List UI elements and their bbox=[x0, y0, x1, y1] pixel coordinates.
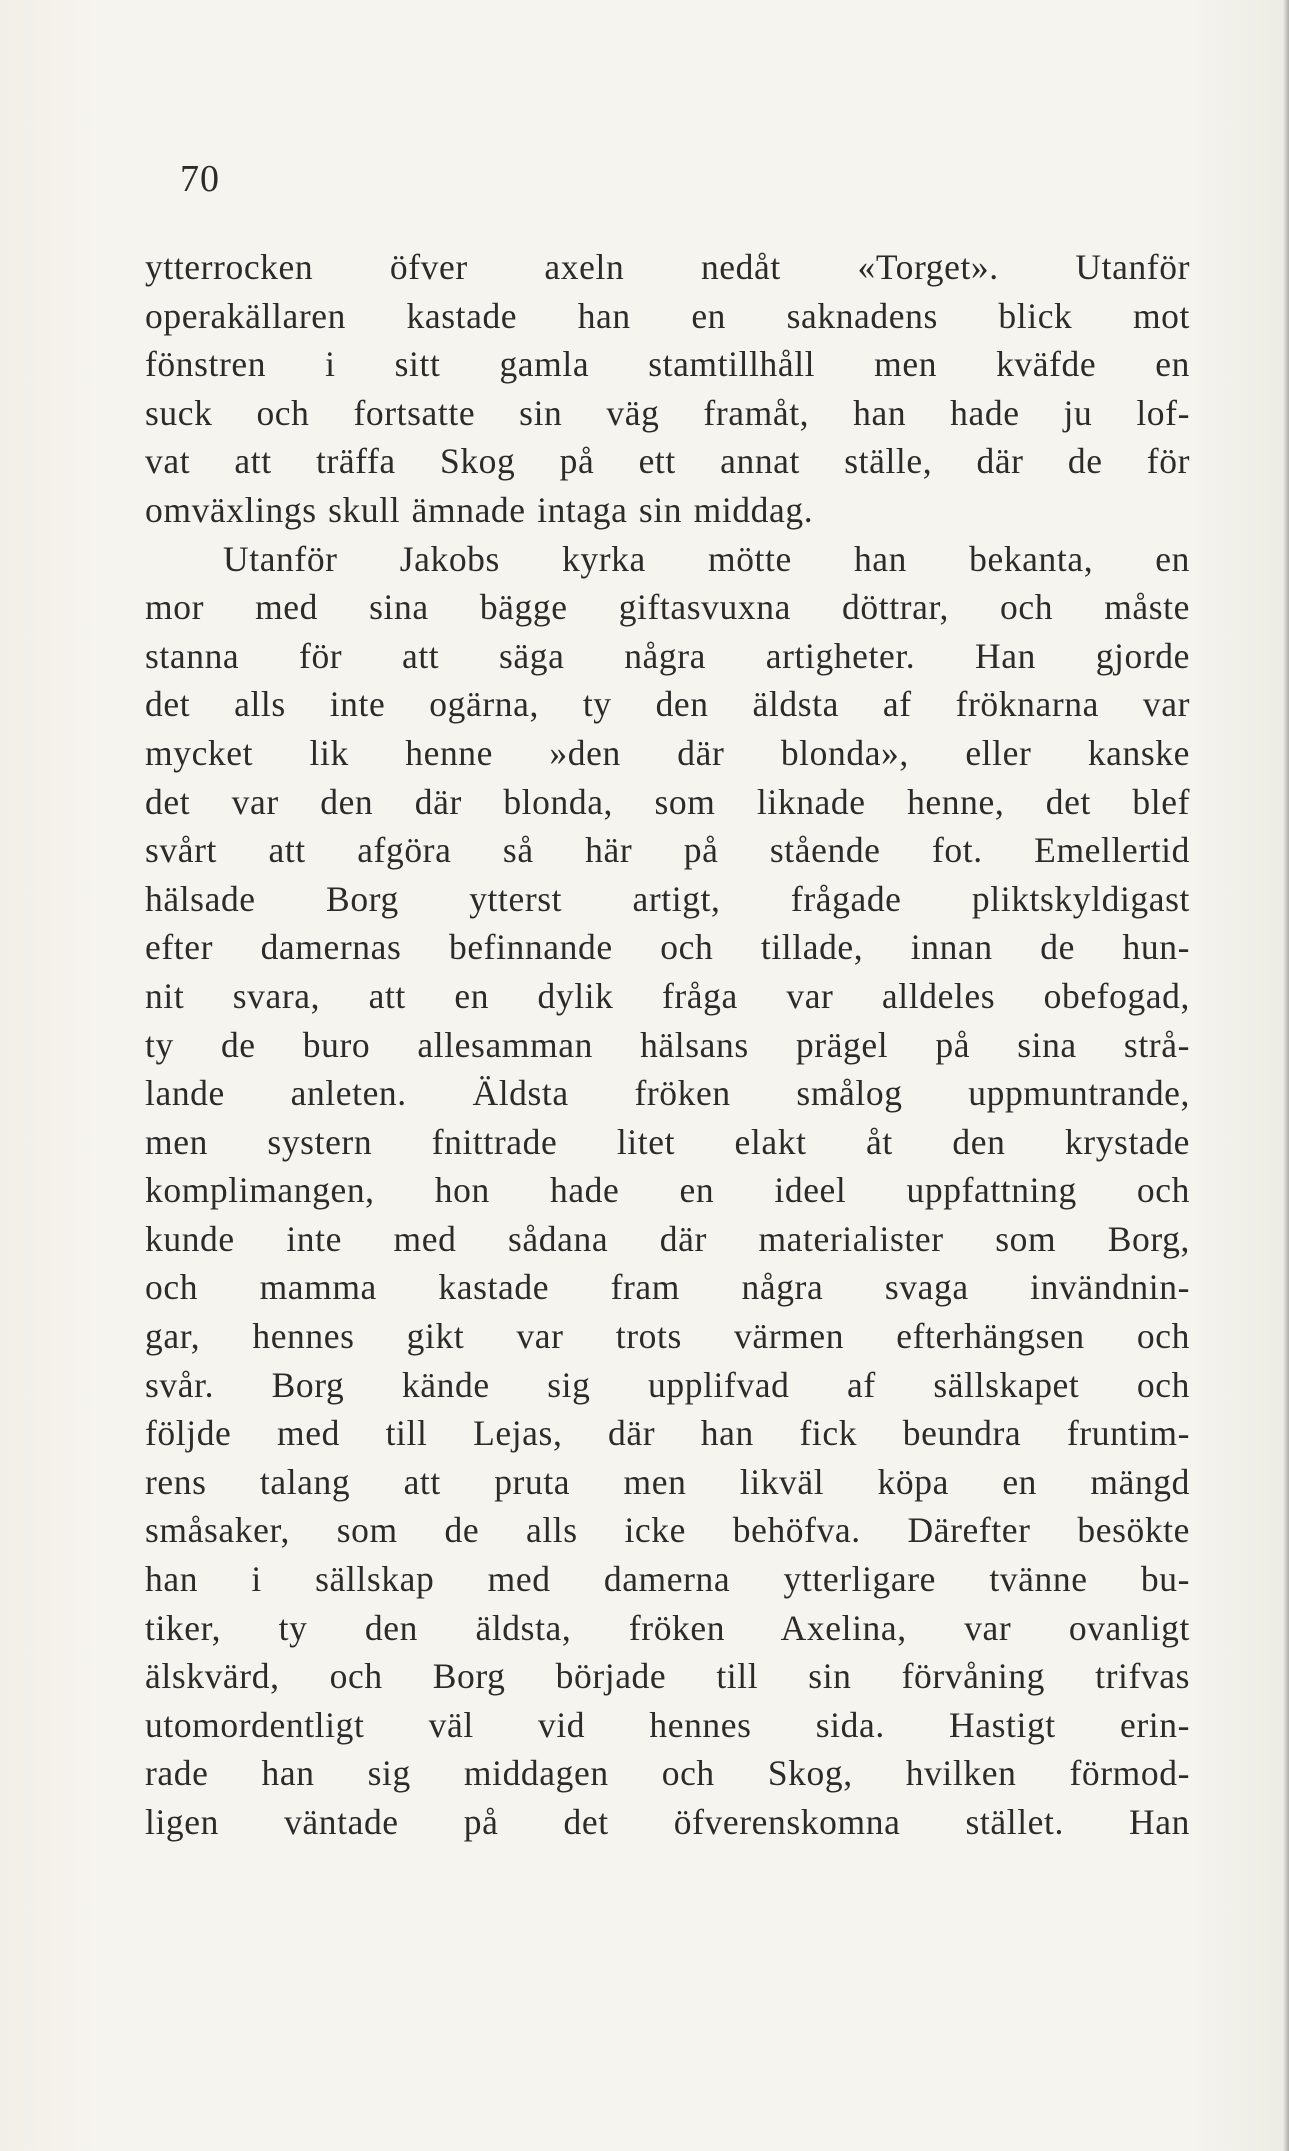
text-line: hälsade Borg ytterst artigt, frågade pliktskyldigast bbox=[145, 878, 1190, 919]
text-line: svår. Borg kände sig upplifvad af sällskapet och bbox=[145, 1364, 1190, 1405]
text-line: komplimangen, hon hade en ideel uppfattning och bbox=[145, 1170, 1190, 1211]
page-number: 70 bbox=[180, 158, 220, 200]
text-line: mor med sina bägge giftasvuxna döttrar, och måste bbox=[145, 587, 1190, 628]
text-line: älskvärd, och Borg började till sin förvåning trifvas bbox=[145, 1656, 1190, 1697]
text-line: småsaker, som de alls icke behöfva. Därefter besökte bbox=[145, 1510, 1190, 1551]
text-line: rens talang att pruta men likväl köpa en mängd bbox=[145, 1461, 1190, 1502]
text-line: nit svara, att en dylik fråga var alldeles obefogad, bbox=[145, 975, 1190, 1016]
text-line: men systern fnittrade litet elakt åt den krystade bbox=[145, 1121, 1190, 1162]
text-line: ty de buro allesamman hälsans prägel på sina strå- bbox=[145, 1024, 1190, 1065]
text-line: mycket lik henne »den där blonda», eller kanske bbox=[145, 732, 1190, 773]
text-line: rade han sig middagen och Skog, hvilken förmod- bbox=[145, 1753, 1190, 1794]
text-line: stanna för att säga några artigheter. Han gjorde bbox=[145, 635, 1190, 676]
body-text bbox=[145, 243, 1190, 1847]
text-line: fönstren i sitt gamla stamtillhåll men kväfde en bbox=[145, 344, 1190, 385]
text-line: vat att träffa Skog på ett annat ställe, där de för bbox=[145, 441, 1190, 482]
text-line: tiker, ty den äldsta, fröken Axelina, var ovanligt bbox=[145, 1607, 1190, 1648]
page-edge-shadow bbox=[1283, 0, 1289, 2151]
text-line: utomordentligt väl vid hennes sida. Hastigt erin- bbox=[145, 1704, 1190, 1745]
text-line: suck och fortsatte sin väg framåt, han hade ju lof- bbox=[145, 392, 1190, 433]
text-line: ytterrocken öfver axeln nedåt «Torget». Utanför bbox=[145, 247, 1190, 287]
text-line: och mamma kastade fram några svaga invändnin- bbox=[145, 1267, 1190, 1308]
text-line: det var den där blonda, som liknade henne, det blef bbox=[145, 781, 1190, 822]
text-line: operakällaren kastade han en saknadens blick mot bbox=[145, 295, 1190, 336]
text-line: lande anleten. Äldsta fröken smålog uppmuntrande, bbox=[145, 1073, 1190, 1114]
text-line: svårt att afgöra så här på stående fot. Emellertid bbox=[145, 830, 1190, 871]
text-line: kunde inte med sådana där materialister som Borg, bbox=[145, 1218, 1190, 1259]
text-line: det alls inte ogärna, ty den äldsta af fröknarna var bbox=[145, 684, 1190, 725]
text-line: han i sällskap med damerna ytterligare tvänne bu- bbox=[145, 1559, 1190, 1600]
text-line: omväxlings skull ämnade intaga sin middag. bbox=[145, 489, 814, 530]
text-line: gar, hennes gikt var trots värmen efterhängsen och bbox=[145, 1316, 1190, 1357]
text-line: Utanför Jakobs kyrka mötte han bekanta, en bbox=[223, 538, 1190, 579]
text-line: efter damernas befinnande och tillade, innan de hun- bbox=[145, 927, 1190, 968]
text-line: ligen väntade på det öfverenskomna stället. Han bbox=[145, 1802, 1190, 1842]
text-line: följde med till Lejas, där han fick beundra fruntim- bbox=[145, 1413, 1190, 1454]
